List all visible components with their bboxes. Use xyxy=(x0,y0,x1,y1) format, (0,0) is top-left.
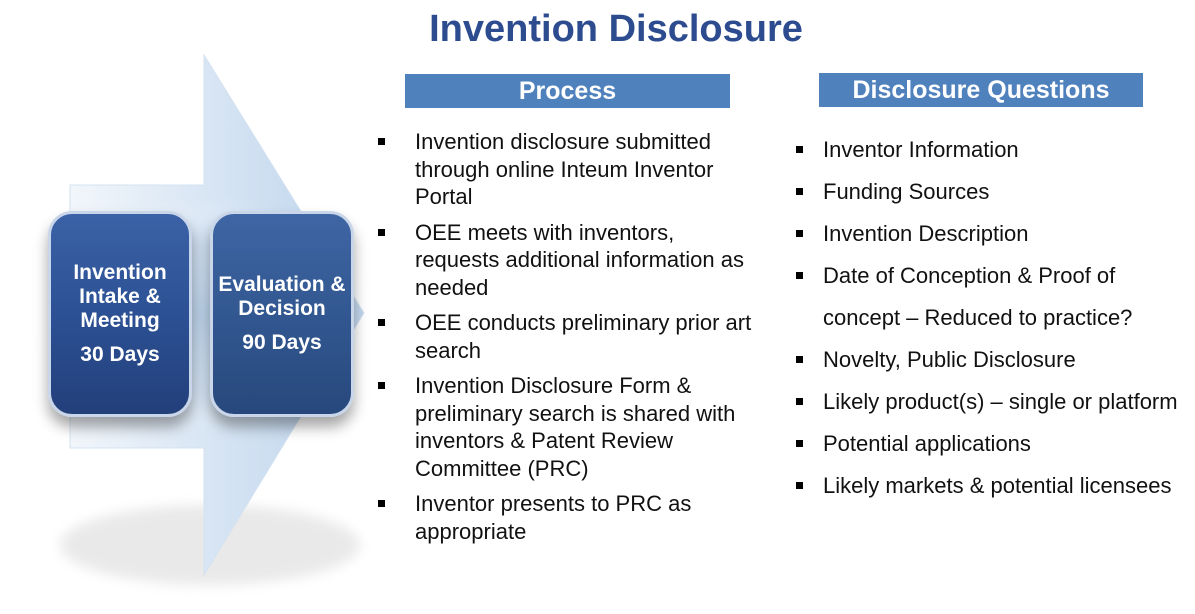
bullet-icon xyxy=(796,440,803,447)
stage-intake-box xyxy=(48,211,192,417)
bullet-icon xyxy=(796,272,803,279)
list-item: OEE meets with inventors, requests additional information as needed xyxy=(415,219,755,302)
list-item: Inventor presents to PRC as appropriate xyxy=(415,490,755,545)
bullet-icon xyxy=(796,398,803,405)
list-item: Likely product(s) – single or platform xyxy=(823,381,1183,423)
list-item: Potential applications xyxy=(823,423,1183,465)
bullet-icon xyxy=(378,500,385,507)
stage-name: Evaluation & Decision xyxy=(218,273,346,320)
list-item: Invention Disclosure Form & preliminary search is shared with inventors & Patent Review Committee (PRC) xyxy=(415,372,755,482)
stage-duration: 30 Days xyxy=(80,343,160,366)
list-item: Invention disclosure submitted through online Inteum Inventor Portal xyxy=(415,128,755,211)
list-item: Funding Sources xyxy=(823,171,1183,213)
page-title: Invention Disclosure xyxy=(429,8,803,50)
bullet-icon xyxy=(378,138,385,145)
stage-duration: 90 Days xyxy=(242,331,322,354)
list-item: Invention Description xyxy=(823,213,1183,255)
bullet-icon xyxy=(378,229,385,236)
bullet-icon xyxy=(796,482,803,489)
bullet-icon xyxy=(796,356,803,363)
stage-name: Invention Intake & Meeting xyxy=(73,261,167,332)
list-item: Inventor Information xyxy=(823,129,1183,171)
list-item: OEE conducts preliminary prior art search xyxy=(415,309,755,364)
bullet-icon xyxy=(796,146,803,153)
list-item: Novelty, Public Disclosure xyxy=(823,339,1183,381)
list-item: Date of Conception & Proof of concept – Reduced to practice? xyxy=(823,255,1183,339)
list-item: Likely markets & potential licensees xyxy=(823,465,1183,507)
process-header: Process xyxy=(405,74,730,108)
bullet-icon xyxy=(796,188,803,195)
bullet-icon xyxy=(796,230,803,237)
bullet-icon xyxy=(378,382,385,389)
questions-header: Disclosure Questions xyxy=(819,73,1143,107)
questions-list xyxy=(823,129,1183,507)
bullet-icon xyxy=(378,319,385,326)
stage-evaluation-box xyxy=(210,211,354,417)
process-list xyxy=(415,128,755,553)
